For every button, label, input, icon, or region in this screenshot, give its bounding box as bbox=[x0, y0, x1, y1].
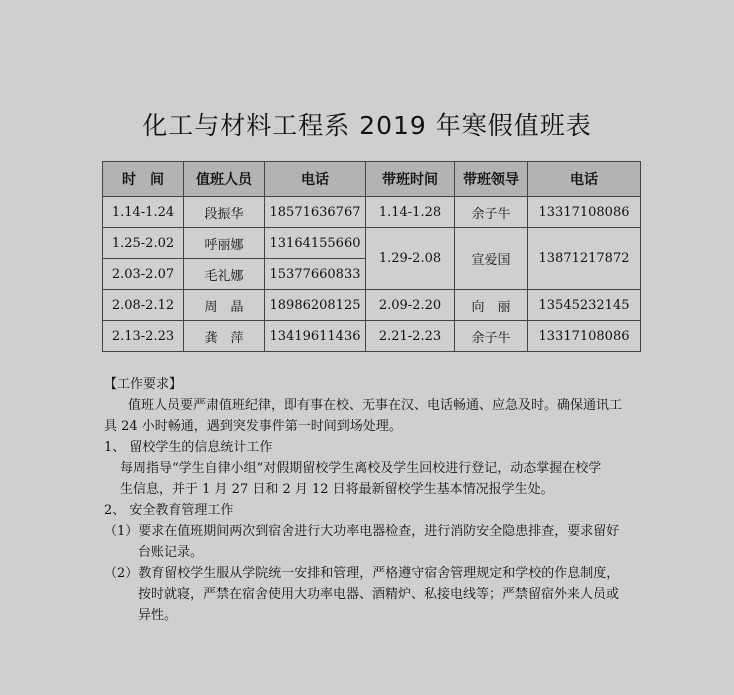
col-header-staff: 值班人员 bbox=[184, 162, 265, 197]
section-1-text: 每周指导“学生自律小组”对假期留校学生离校及学生回校进行登记，动态掌握在校学 bbox=[120, 461, 602, 476]
col-header-leader: 带班领导 bbox=[455, 162, 528, 197]
cell-leader: 余子牛 bbox=[455, 197, 528, 228]
table-row bbox=[103, 197, 641, 228]
table-row bbox=[103, 228, 641, 259]
table-row bbox=[103, 321, 641, 352]
table-row bbox=[103, 290, 641, 321]
cell-phone: 18571636767 bbox=[265, 197, 366, 228]
section-1-text: 生信息，并于 1 月 27 日和 2 月 12 日将最新留校学生基本情况报学生处。 bbox=[120, 482, 554, 497]
section-1-title: 1、 留校学生的信息统计工作 bbox=[104, 440, 273, 455]
cell-lead-date: 1.29-2.08 bbox=[366, 228, 455, 290]
work-requirements bbox=[104, 374, 644, 626]
cell-phone: 15377660833 bbox=[265, 259, 366, 290]
section-2-title: 2、 安全教育管理工作 bbox=[104, 503, 234, 518]
intro-line: 具 24 小时畅通，遇到突发事件第一时间到场处理。 bbox=[104, 419, 402, 434]
cell-leader-phone: 13871217872 bbox=[528, 228, 641, 290]
cell-leader-phone: 13317108086 bbox=[528, 197, 641, 228]
section-2-item-2: 异性。 bbox=[138, 608, 178, 623]
col-header-phone: 电话 bbox=[265, 162, 366, 197]
section-2-item-2: 按时就寝，严禁在宿舍使用大功率电器、酒精炉、私接电线等；严禁留宿外来人员或 bbox=[138, 587, 620, 602]
cell-leader: 余子牛 bbox=[455, 321, 528, 352]
duty-table bbox=[102, 161, 641, 352]
page-title: 化工与材料工程系 2019 年寒假值班表 bbox=[142, 111, 592, 140]
col-header-time: 时 间 bbox=[103, 162, 184, 197]
section-2-item-1: （1）要求在值班期间两次到宿舍进行大功率电器检查，进行消防安全隐患排查，要求留好 bbox=[104, 524, 620, 539]
cell-leader-phone: 13317108086 bbox=[528, 321, 641, 352]
section-2-item-1: 台账记录。 bbox=[138, 545, 204, 560]
cell-phone: 13419611436 bbox=[265, 321, 366, 352]
cell-date: 1.25-2.02 bbox=[103, 228, 184, 259]
cell-leader: 向 丽 bbox=[455, 290, 528, 321]
cell-leader-phone: 13545232145 bbox=[528, 290, 641, 321]
table-header-row bbox=[103, 162, 641, 197]
cell-date: 2.13-2.23 bbox=[103, 321, 184, 352]
cell-lead-date: 2.09-2.20 bbox=[366, 290, 455, 321]
cell-phone: 18986208125 bbox=[265, 290, 366, 321]
cell-person: 段振华 bbox=[184, 197, 265, 228]
cell-person: 毛礼娜 bbox=[184, 259, 265, 290]
cell-date: 2.08-2.12 bbox=[103, 290, 184, 321]
cell-lead-date: 2.21-2.23 bbox=[366, 321, 455, 352]
cell-leader: 宣爱国 bbox=[455, 228, 528, 290]
cell-person: 周 晶 bbox=[184, 290, 265, 321]
cell-lead-date: 1.14-1.28 bbox=[366, 197, 455, 228]
cell-person: 呼丽娜 bbox=[184, 228, 265, 259]
section-2-item-2: （2）教育留校学生服从学院统一安排和管理，严格遵守宿舍管理规定和学校的作息制度， bbox=[104, 566, 620, 581]
cell-date: 1.14-1.24 bbox=[103, 197, 184, 228]
col-header-leader-phone: 电话 bbox=[528, 162, 641, 197]
col-header-lead-time: 带班时间 bbox=[366, 162, 455, 197]
intro-line: 值班人员要严肃值班纪律，即有事在校、无事在汉、电话畅通、应急及时。确保通讯工 bbox=[128, 398, 623, 413]
cell-person: 龚 萍 bbox=[184, 321, 265, 352]
cell-date: 2.03-2.07 bbox=[103, 259, 184, 290]
cell-phone: 13164155660 bbox=[265, 228, 366, 259]
requirements-heading: 【工作要求】 bbox=[104, 377, 183, 392]
